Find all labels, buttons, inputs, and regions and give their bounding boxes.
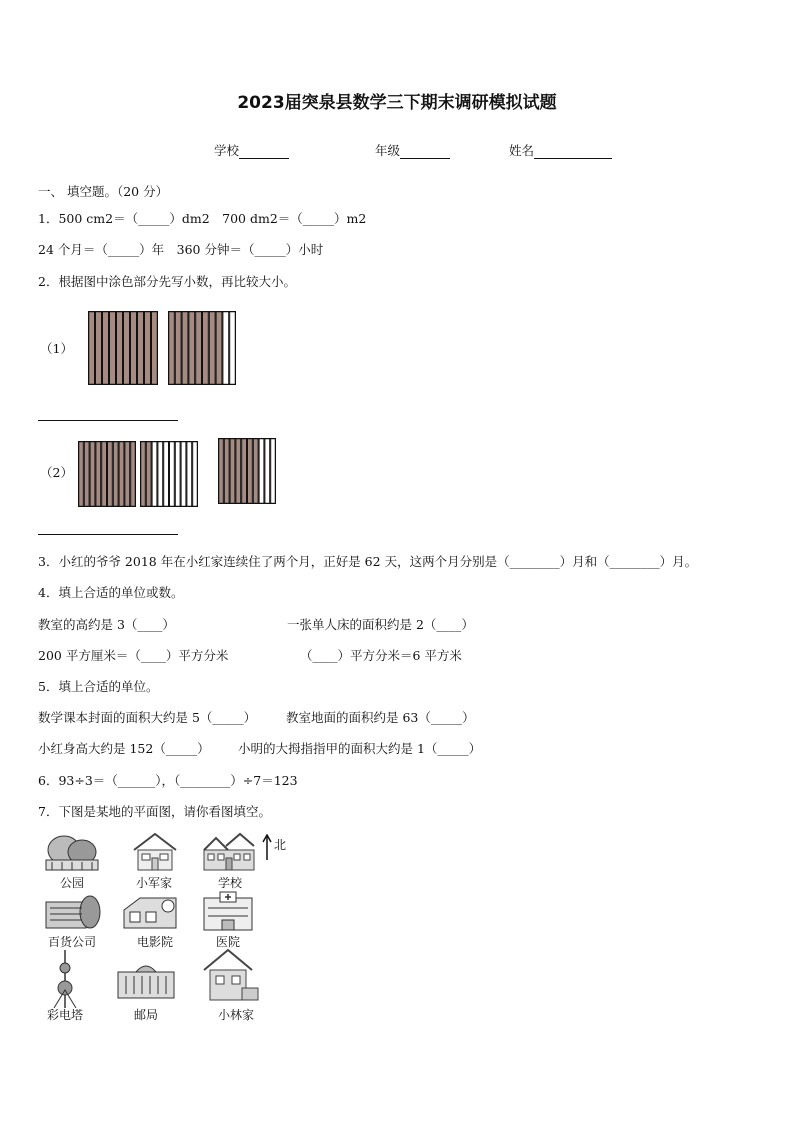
xiaolin-home-icon <box>200 946 260 1004</box>
bar-strip <box>96 312 102 385</box>
q4-text: 4．填上合适的单位或数。 <box>38 585 184 600</box>
q4-b: 一张单人床的面积约是 2（____） <box>287 617 474 632</box>
bar-strip <box>119 442 124 507</box>
park-icon <box>42 830 102 874</box>
bar-strip <box>124 312 130 385</box>
name-blank[interactable] <box>534 146 612 159</box>
school-icon <box>198 828 258 874</box>
bar-strip <box>146 442 151 507</box>
bar-strip <box>117 312 123 385</box>
bar-strip <box>90 442 95 507</box>
q5-d: 小明的大拇指指甲的面积大约是 1（_____） <box>238 741 482 756</box>
q2-part1-grid-a <box>88 311 158 385</box>
place-label-post-office: 邮局 <box>133 1008 158 1022</box>
q7-text: 7．下图是某地的平面图，请你看图填空。 <box>38 804 271 819</box>
bar-strip <box>224 439 229 504</box>
q2-part1-answer-line[interactable] <box>38 420 178 421</box>
place-label-cinema: 电影院 <box>136 935 173 949</box>
q4-a: 教室的高约是 3（____） <box>38 617 175 632</box>
bar-strip <box>175 442 180 507</box>
bar-strip <box>236 439 241 504</box>
q2-part2-label: （2） <box>40 465 73 480</box>
bar-strip <box>113 442 118 507</box>
place-label-park: 公园 <box>59 876 84 890</box>
q5-a: 数学课本封面的面积大约是 5（_____） <box>38 710 257 725</box>
bar-strip <box>223 312 229 385</box>
tv-tower-icon <box>50 950 80 1008</box>
grade-field <box>375 141 450 159</box>
bar-strip <box>110 312 116 385</box>
cinema-icon <box>120 890 180 934</box>
bar-strip <box>102 442 107 507</box>
bar-strip <box>230 312 236 385</box>
place-label-xiaojun-home: 小军家 <box>135 876 172 890</box>
department-store-icon <box>42 890 102 934</box>
grade-blank[interactable] <box>400 146 450 159</box>
north-arrow-icon <box>262 834 272 860</box>
bar-strip <box>152 442 157 507</box>
bar-strip <box>108 442 113 507</box>
place-label-hospital: 医院 <box>215 935 240 949</box>
bar-strip <box>182 312 188 385</box>
q2-part2-grid-a <box>78 441 136 507</box>
grade-label: 年级 <box>375 143 401 158</box>
page-title: 2023届突泉县数学三下期末调研模拟试题 <box>237 93 557 113</box>
bar-strip <box>158 442 163 507</box>
q2-part1-label: （1） <box>40 341 73 356</box>
name-label: 姓名 <box>509 143 535 158</box>
bar-strip <box>152 312 158 385</box>
q1-line1: 1．500 cm2＝（_____）dm2 700 dm2＝（_____）m2 <box>38 211 367 226</box>
bar-strip <box>84 442 89 507</box>
bar-strip <box>187 442 192 507</box>
bar-strip <box>209 312 215 385</box>
q3-text: 3．小红的爷爷 2018 年在小红家连续住了两个月，正好是 62 天，这两个月分别是（________）月和（________）月。 <box>38 554 698 569</box>
q2-part1-grid-b <box>168 311 236 385</box>
section-heading: 一、 填空题。（20 分） <box>38 184 169 199</box>
bar-strip <box>265 439 270 504</box>
bar-strip <box>164 442 169 507</box>
q5-text: 5．填上合适的单位。 <box>38 679 159 694</box>
place-label-xiaolin-home: 小林家 <box>217 1008 254 1022</box>
bar-strip <box>103 312 109 385</box>
q2-part2-answer-line[interactable] <box>38 534 178 535</box>
bar-strip <box>259 439 264 504</box>
bar-strip <box>175 312 181 385</box>
q5-c: 小红身高大约是 152（_____） <box>38 741 210 756</box>
q2-text: 2．根据图中涂色部分先写小数，再比较大小。 <box>38 274 296 289</box>
bar-strip <box>203 312 209 385</box>
bar-strip <box>125 442 130 507</box>
q2-part2-grid-b <box>140 441 198 507</box>
north-label: 北 <box>274 838 287 852</box>
q2-part2-grid-c <box>218 438 276 504</box>
q4-c: 200 平方厘米＝（____）平方分米 <box>38 648 229 663</box>
bar-strip <box>216 312 222 385</box>
q6-text: 6．93÷3＝（______），（________）÷7＝123 <box>38 773 298 788</box>
bar-strip <box>169 312 175 385</box>
hospital-icon <box>200 890 256 934</box>
bar-strip <box>145 312 151 385</box>
q5-b: 教室地面的面积约是 63（_____） <box>286 710 475 725</box>
school-blank[interactable] <box>239 146 289 159</box>
name-field <box>509 141 612 159</box>
bar-strip <box>253 439 258 504</box>
post-office-icon <box>114 958 178 1002</box>
bar-strip <box>181 442 186 507</box>
school-label: 学校 <box>214 143 240 158</box>
school-field <box>214 141 289 159</box>
bar-strip <box>138 312 144 385</box>
bar-strip <box>89 312 95 385</box>
place-label-tv-tower: 彩电塔 <box>46 1008 83 1022</box>
bar-strip <box>189 312 195 385</box>
place-label-school: 学校 <box>217 876 242 890</box>
bar-strip <box>242 439 247 504</box>
q4-d: （____）平方分米＝6 平方米 <box>300 648 462 663</box>
q1-line2: 24 个月＝（_____）年 360 分钟＝（_____）小时 <box>38 242 324 257</box>
bar-strip <box>248 439 253 504</box>
bar-strip <box>170 442 175 507</box>
house-icon <box>130 830 180 874</box>
bar-strip <box>230 439 235 504</box>
bar-strip <box>96 442 101 507</box>
bar-strip <box>196 312 202 385</box>
place-label-department-store: 百货公司 <box>47 935 96 949</box>
bar-strip <box>131 312 137 385</box>
